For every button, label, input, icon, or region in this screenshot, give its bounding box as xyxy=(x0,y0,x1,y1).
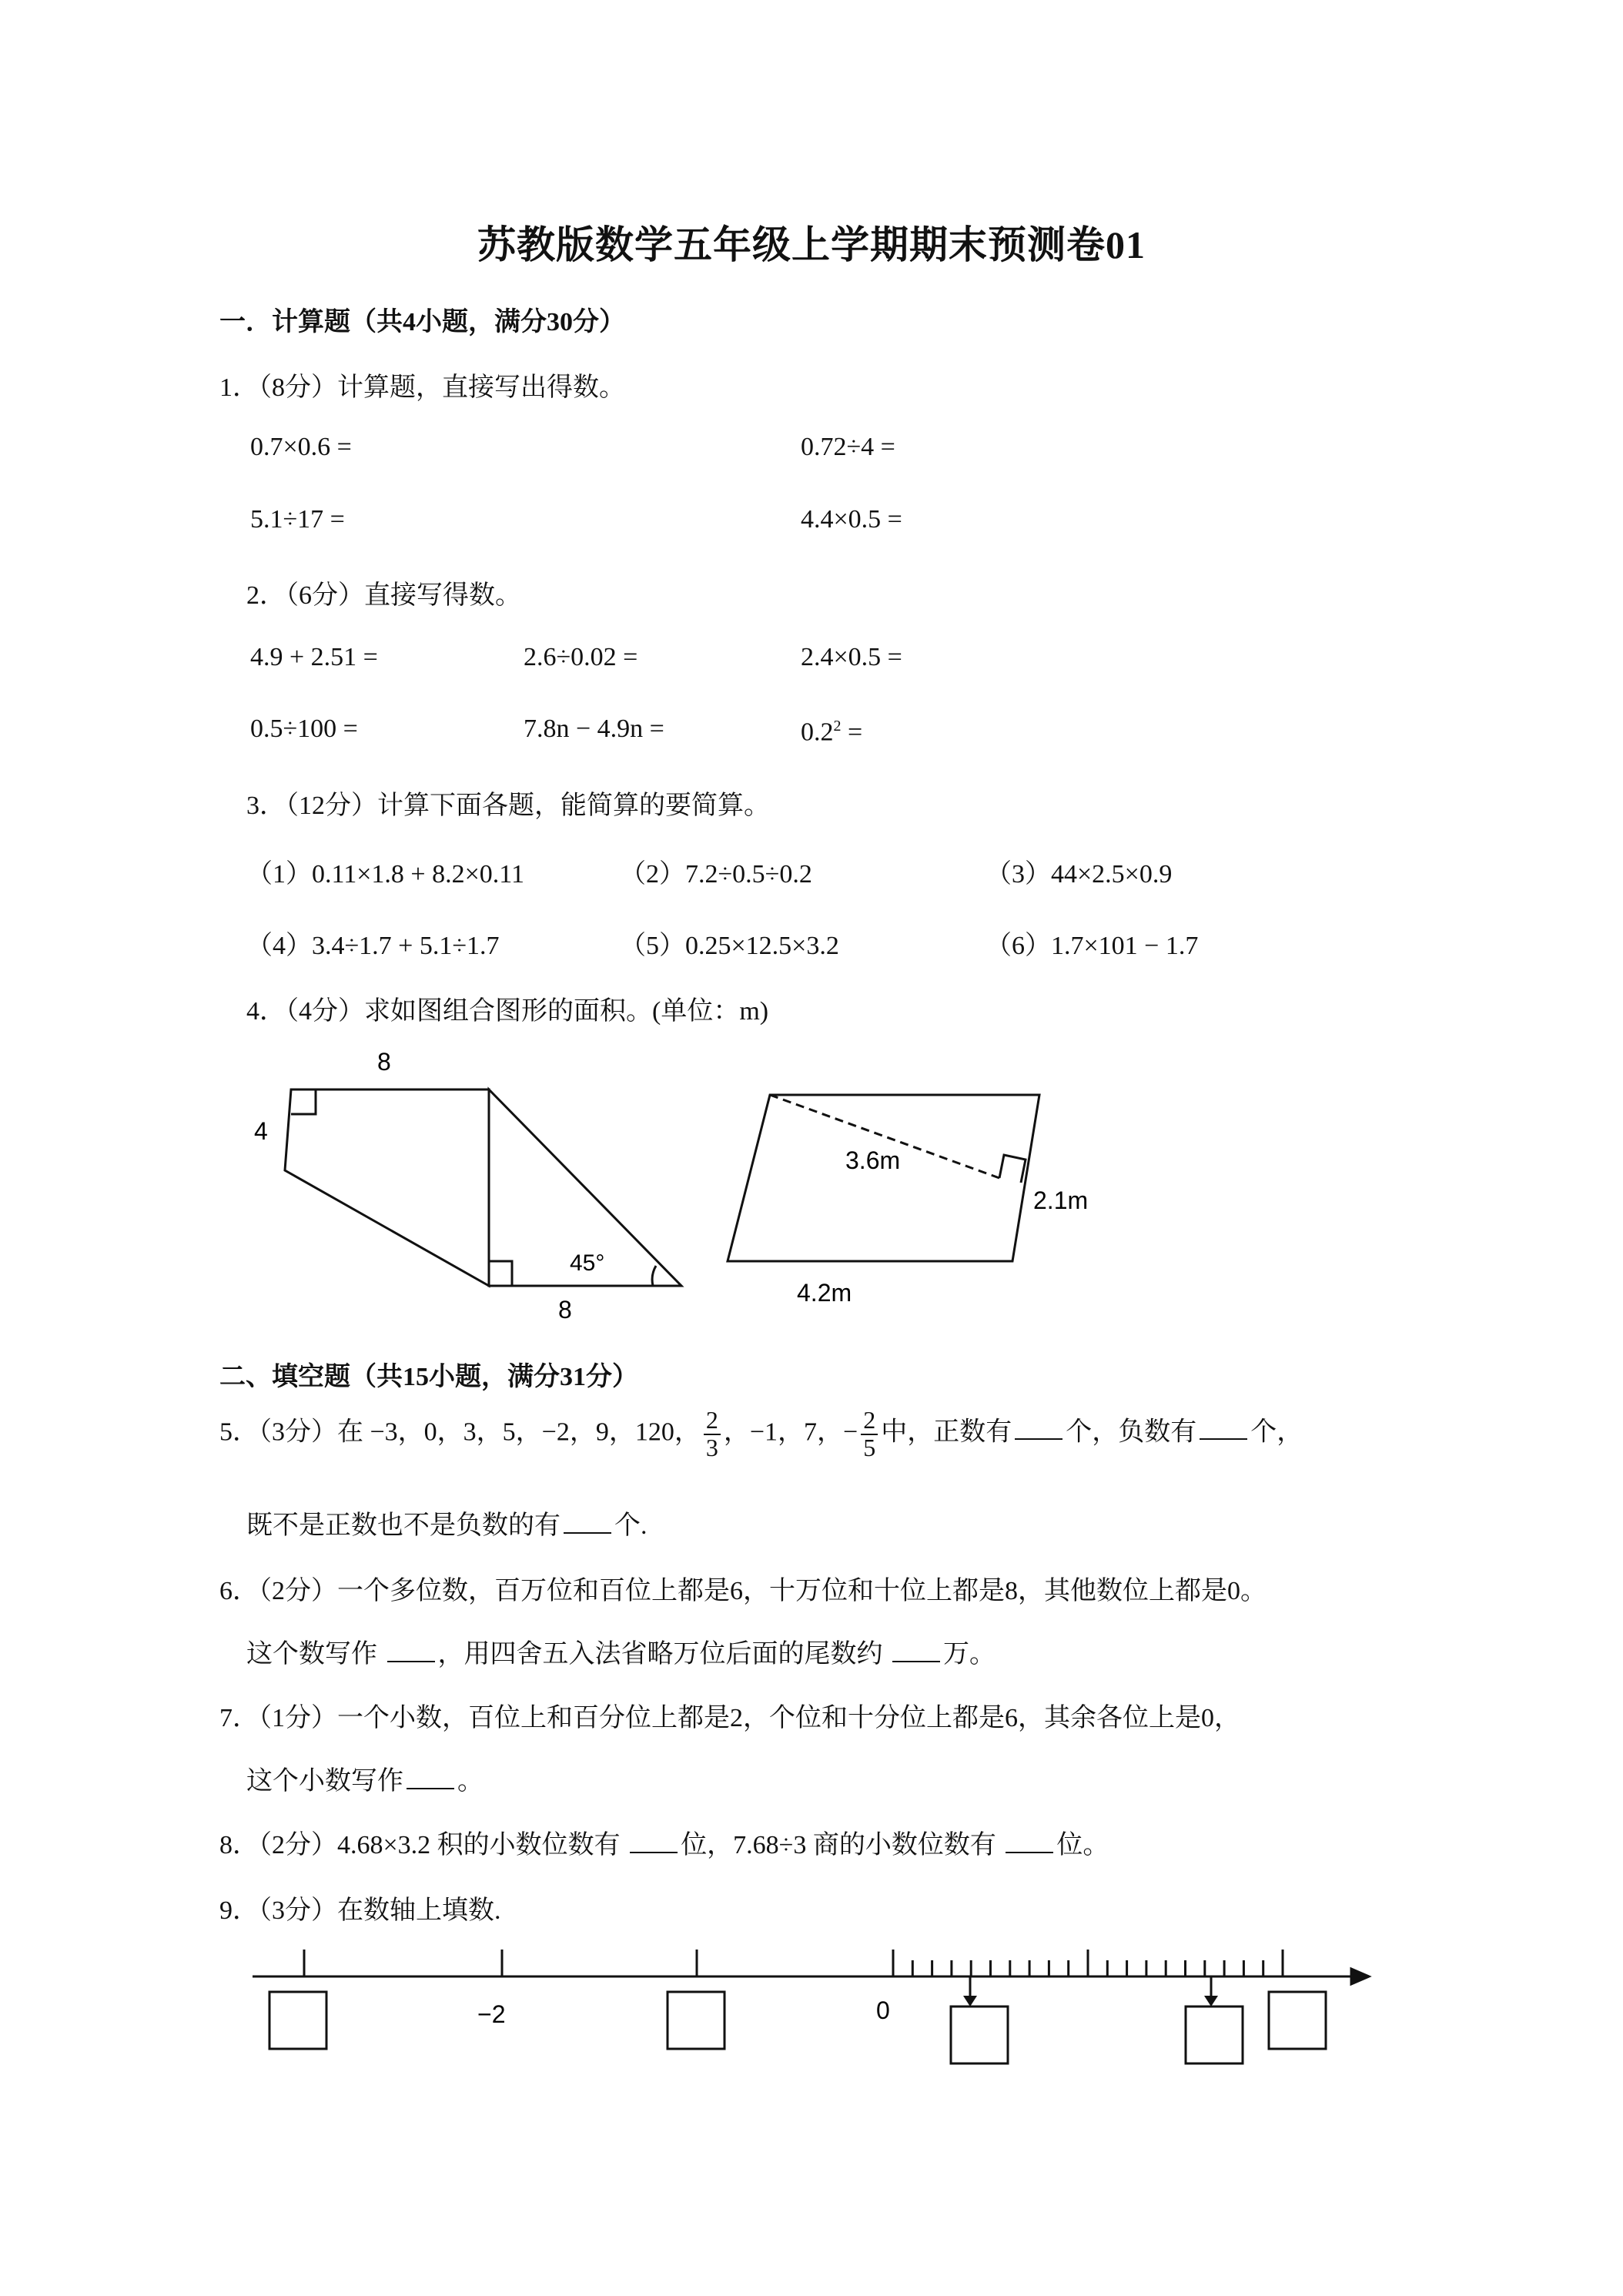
q6-blank-2[interactable] xyxy=(892,1641,940,1662)
right-angle-mark-bottom xyxy=(489,1261,512,1286)
q1-item-1: 0.7×0.6 = xyxy=(250,433,352,461)
q8-blank-1[interactable] xyxy=(630,1832,678,1853)
q3-item-1: （1）0.11×1.8 + 8.2×0.11 xyxy=(246,860,525,889)
q2-item-5: 7.8n − 4.9n = xyxy=(524,715,664,743)
q1-item-2: 0.72÷4 = xyxy=(801,433,895,461)
fraction-2-5: $\frac{2}{5}$ xyxy=(861,1407,878,1461)
answer-box-5 xyxy=(1269,1992,1326,2049)
q5-blank-2[interactable] xyxy=(1200,1418,1247,1440)
q6-blank-1[interactable] xyxy=(387,1641,435,1662)
q6-line2: 这个数写作 ，用四舍五入法省略万位后面的尾数约 万。 xyxy=(246,1640,996,1668)
fraction-2-3: $\frac{2}{3}$ xyxy=(704,1407,721,1461)
q9-stem: 9．（3分）在数轴上填数. xyxy=(219,1896,501,1925)
fig1-left-label: 4 xyxy=(254,1117,268,1145)
q2-item-2: 2.6÷0.02 = xyxy=(524,643,638,671)
q1-item-4: 4.4×0.5 = xyxy=(801,505,902,534)
q3-item-5: （5）0.25×12.5×3.2 xyxy=(620,932,839,960)
q1-item-3: 5.1÷17 = xyxy=(250,505,345,534)
q4-stem: 4．（4分）求如图组合图形的面积。(单位：m) xyxy=(246,997,769,1026)
angle-arc xyxy=(652,1266,656,1286)
q2-item-1: 4.9 + 2.51 = xyxy=(250,643,378,671)
fig2-side-label: 2.1m xyxy=(1033,1186,1089,1214)
answer-box-3 xyxy=(951,2006,1008,2063)
q2-stem: 2．（6分）直接写得数。 xyxy=(246,581,521,610)
answer-box-1 xyxy=(269,1992,326,2049)
fig1-top-label: 8 xyxy=(377,1048,391,1076)
q3-item-3: （3）44×2.5×0.9 xyxy=(986,860,1173,889)
trapezoid-shape xyxy=(285,1089,489,1286)
right-angle-mark xyxy=(999,1155,1026,1183)
q7-blank-1[interactable] xyxy=(407,1768,454,1789)
q6-line1: 6．（2分）一个多位数，百万位和百位上都是6，十万位和十位上都是8，其他数位上都是0。 xyxy=(219,1577,1267,1605)
fig2-height-label: 3.6m xyxy=(845,1146,901,1174)
q3-item-2: （2）7.2÷0.5÷0.2 xyxy=(620,860,812,889)
q7-line1: 7．（1分）一个小数，百位上和百分位上都是2，个位和十分位上都是6，其余各位上是0， xyxy=(219,1704,1240,1732)
q5-blank-1[interactable] xyxy=(1015,1418,1062,1440)
pointer-arrowhead-1 xyxy=(963,1996,977,2006)
parallelogram-figure xyxy=(716,1078,1147,1324)
q2-item-3: 2.4×0.5 = xyxy=(801,643,902,671)
fig2-base-label: 4.2m xyxy=(797,1279,852,1307)
number-line xyxy=(246,1933,1386,2087)
number-line-arrow xyxy=(1351,1969,1369,1984)
q5-blank-3[interactable] xyxy=(564,1512,611,1534)
section-1-heading: 一．计算题（共4小题，满分30分） xyxy=(219,308,625,336)
label-minus-2: −2 xyxy=(477,2000,506,2028)
section-2-heading: 二、填空题（共15小题，满分31分） xyxy=(219,1363,638,1391)
q2-item-4: 0.5÷100 = xyxy=(250,715,358,743)
q8-line: 8．（2分）4.68×3.2 积的小数位数有 位，7.68÷3 商的小数位数有 位。 xyxy=(219,1831,1109,1859)
q2-item-6: $0.2^2$ = xyxy=(801,718,863,747)
q3-stem: 3．（12分）计算下面各题，能简算的要简算。 xyxy=(246,792,770,820)
page-title: 苏教版数学五年级上学期期末预测卷01 xyxy=(477,223,1146,266)
answer-box-4 xyxy=(1186,2006,1243,2063)
fig1-bottom-label: 8 xyxy=(558,1296,572,1324)
fig1-angle-label: 45° xyxy=(570,1250,605,1276)
q7-line2: 这个小数写作 。 xyxy=(246,1767,484,1796)
label-zero: 0 xyxy=(876,1996,890,2024)
composite-figure xyxy=(231,1032,701,1332)
q1-stem: 1．（8分）计算题，直接写出得数。 xyxy=(219,373,625,402)
q3-item-6: （6）1.7×101 − 1.7 xyxy=(986,932,1199,960)
answer-box-2 xyxy=(668,1992,724,2049)
q5-line2: 既不是正数也不是负数的有 个. xyxy=(246,1511,648,1540)
q8-blank-2[interactable] xyxy=(1006,1832,1053,1853)
parallelogram-shape xyxy=(728,1095,1039,1261)
pointer-arrowhead-2 xyxy=(1204,1996,1218,2006)
right-angle-mark-top xyxy=(291,1089,316,1114)
q5-line1: 5．（3分）在 −3，0，3，5，−2，9，120， $\frac{2}{3}$ ，−1，7，− $\frac{2}{5}$ 中，正数有 个，负数有 个， xyxy=(219,1406,1303,1461)
q3-item-4: （4）3.4÷1.7 + 5.1÷1.7 xyxy=(246,932,500,960)
